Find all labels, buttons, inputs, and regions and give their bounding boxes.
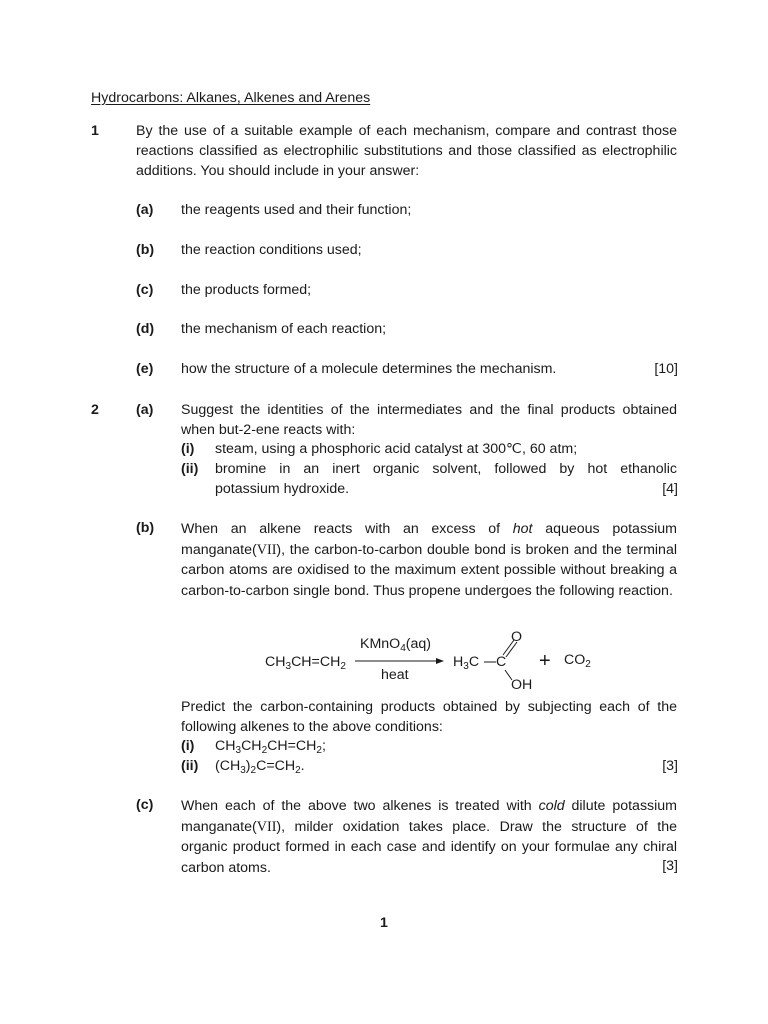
q2-b-roman: VII (256, 541, 277, 558)
q2-a-marks: [4] (662, 481, 678, 497)
q2-b-i-formula: $CH_3CH_2CH=CH_2$; (215, 738, 326, 756)
product-co2: $CO_2$ (564, 652, 591, 670)
equation-plus: + (539, 650, 551, 672)
q2-a-ii-line2: potassium hydroxide. (215, 481, 350, 497)
q1-part-b-label: (b) (136, 242, 155, 258)
q2-b-ii-label: (ii) (181, 758, 199, 774)
q2-b-ii-formula: $(CH_3)_2C=CH_2$. (215, 758, 305, 776)
q2-b-marks: [3] (662, 758, 678, 774)
question-1-intro: By the use of a suitable example of each mechanism, compare and contrast those reactions classified as electrophilic substitutions and those classified as electrophilic additions. You should include in your answer: (136, 123, 677, 180)
q1-part-b-text: the reaction conditions used; (181, 242, 362, 258)
q2-a-ii-line1: bromine in an inert organic solvent, followed by hot ethanolic (215, 461, 677, 477)
q2-part-b-text (181, 519, 677, 601)
q2-part-b-label: (b) (136, 520, 155, 536)
product-carbonyl-carbon: C (496, 654, 507, 670)
question-1-number: 1 (91, 123, 99, 139)
product-methyl: $H_3C$ (453, 654, 480, 672)
product-hydroxyl: OH (511, 677, 533, 693)
q2-part-c-label: (c) (136, 797, 154, 813)
q2-b-hot: hot (512, 521, 533, 537)
q2-a-i-label: (i) (181, 441, 195, 457)
q2-b-i-label: (i) (181, 738, 195, 754)
q2-a-i-text: steam, using a phosphoric acid catalyst at 300℃, 60 atm; (215, 441, 578, 457)
page-title: Hydrocarbons: Alkanes, Alkenes and Arenes (91, 90, 371, 106)
q2-part-a-intro: Suggest the identities of the intermediates and the final products obtained when but-2-ene reacts with: (181, 402, 677, 439)
equation-reagent: KMnO$_4$(aq) (360, 636, 432, 654)
q2-a-ii-label: (ii) (181, 461, 199, 477)
q2-b-text-start: When an alkene reacts with an excess of (181, 521, 513, 537)
q1-part-d-label: (d) (136, 321, 155, 337)
q1-part-c-label: (c) (136, 282, 154, 298)
q2-b-text-mid: aqueous potassium manganate( (181, 521, 677, 558)
equation-reactant: $CH_3CH=CH_2$ (265, 654, 346, 672)
page-number: 1 (380, 915, 388, 931)
q1-part-c-text: the products formed; (181, 282, 312, 298)
q2-part-c-text: When each of the above two alkenes is treated with cold dilute potassium manganate(VII), milder oxidation takes place. Draw the structure of the organic product formed in each case and identify on your formulae any chiral carbon atoms. (181, 798, 677, 876)
equation-condition: heat (381, 667, 409, 683)
q2-b-predict: Predict the carbon-containing products obtained by subjecting each of the following alkenes to the above conditions: (181, 699, 677, 736)
q1-part-e-label: (e) (136, 361, 154, 377)
q1-part-a-label: (a) (136, 202, 154, 218)
q1-marks: [10] (654, 361, 678, 377)
q1-part-d-text: the mechanism of each reaction; (181, 321, 387, 337)
q2-b-text-end: ), the carbon-to-carbon double bond is broken and the terminal carbon atoms are oxidised to the maximum extent possible without breaking a carbon-to-carbon single bond. Thus propene undergoes the following reaction. (181, 541, 677, 599)
q1-part-e-text: how the structure of a molecule determines the mechanism. (181, 361, 557, 377)
q2-part-a-label: (a) (136, 402, 154, 418)
reaction-arrow (354, 655, 446, 667)
question-2-number: 2 (91, 402, 99, 418)
product-oxygen: O (511, 629, 523, 645)
q1-part-a-text: the reagents used and their function; (181, 202, 412, 218)
q2-c-cold: cold (538, 798, 565, 814)
q2-c-marks: [3] (662, 858, 678, 874)
